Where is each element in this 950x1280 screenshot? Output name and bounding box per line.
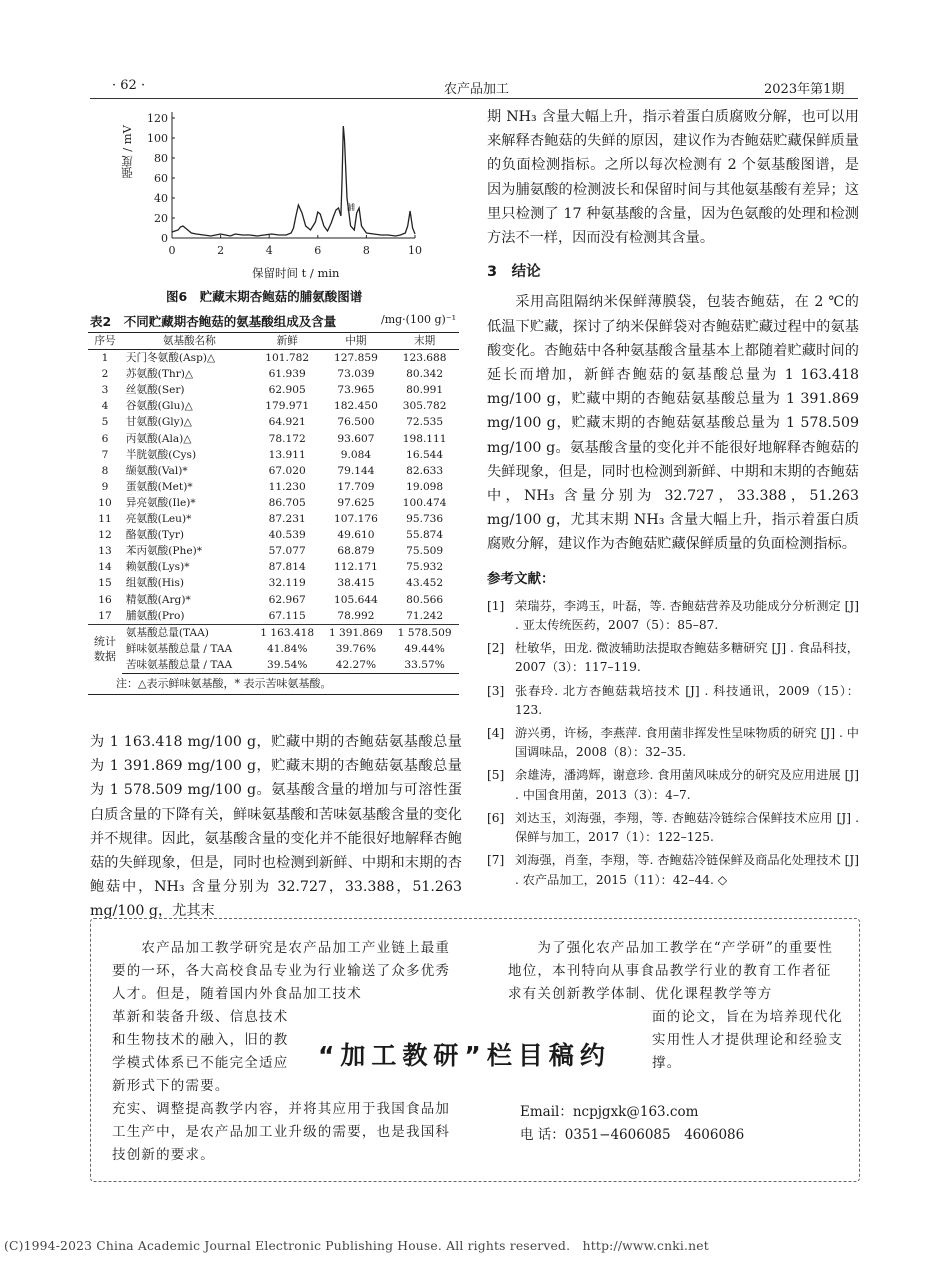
amino-acid-name: 缬氨酸(Val)* xyxy=(125,464,188,477)
table-note-row xyxy=(88,673,459,694)
row-number: 9 xyxy=(101,480,109,493)
amino-acid-name: 亮氨酸(Leu)* xyxy=(125,513,192,526)
row-number: 12 xyxy=(98,529,112,542)
value-late: 80.342 xyxy=(406,368,444,381)
right-column xyxy=(487,105,859,890)
row-number: 10 xyxy=(98,496,112,509)
x-tick-label: 10 xyxy=(408,244,422,257)
amino-acid-table xyxy=(88,332,459,695)
reference-text: 刘海强，肖奎，李翔，等. 杏鲍菇冷链保鲜及商品化处理技术 [J] . 农产品加工，2015（11）：42–44. ◇ xyxy=(515,853,859,887)
x-tick-label: 0 xyxy=(168,244,176,257)
box-title: “加工教研”栏目稿约 xyxy=(318,1041,611,1070)
x-tick-label: 4 xyxy=(265,244,273,257)
box-email: Email：ncpjgxk@163.com xyxy=(520,1104,699,1120)
row-number: 11 xyxy=(98,513,112,526)
table-row xyxy=(88,382,459,398)
value-mid: 105.644 xyxy=(334,593,378,606)
value-fresh: 64.921 xyxy=(268,416,306,429)
y-tick-label: 60 xyxy=(154,172,168,185)
table-row xyxy=(88,527,459,543)
stat-value: 49.44% xyxy=(404,642,445,655)
value-mid: 9.084 xyxy=(340,448,372,461)
reference-text: 荣瑞芬，李鸿玉，叶磊，等. 杏鲍菇营养及功能成分分析测定 [J] . 亚太传统医药，2007（5）：85–87. xyxy=(515,598,859,633)
table-row xyxy=(88,414,459,430)
header-cell: 序号 xyxy=(88,333,122,350)
reference-text: 张春玲. 北方杏鲍菇栽培技术 [J] . 科技通讯，2009（15）：123. xyxy=(515,683,859,717)
conclusion-paragraph: 采用高阻隔纳米保鲜薄膜袋，包装杏鲍菇，在 2 ℃的低温下贮藏，探讨了纳米保鲜袋对杏鲍菇贮藏过程中的氨基酸变化。杏鲍菇中各种氨基酸含量基本上都随着贮藏时间的延长而增加，新鲜杏鲍菇的氨基酸总量为 1 163.418 mg/100 g，贮藏中期的杏鲍菇氨基酸总量为 1 391.869 mg/100 g，贮藏末期的杏鲍菇氨基酸总量为 1 578.509 mg/100 g。氨基酸含量的变化并不能很好地解释杏鲍菇的失鲜现象，但是，同时也检测到新鲜、中期和末期的杏鲍菇中，NH₃ 含量分别为 32.727，33.388，51.263 mg/100 g，尤其末期 NH₃ 含量大幅上升，指示着蛋白质腐败分解，建议作为杏鲍菇贮藏保鲜质量的负面检测指标。 xyxy=(487,294,859,553)
amino-acid-name: 半胱氨酸(Cys) xyxy=(125,448,197,461)
references-title: 参考文献： xyxy=(487,570,555,587)
value-mid: 112.171 xyxy=(334,561,378,574)
value-fresh: 78.172 xyxy=(268,432,306,445)
value-mid: 68.879 xyxy=(337,545,375,558)
table-title: 表2 不同贮藏期杏鲍菇的氨基酸组成及含量 xyxy=(90,314,337,329)
row-number: 16 xyxy=(98,593,112,606)
table-row xyxy=(88,366,459,382)
value-fresh: 62.967 xyxy=(268,593,306,606)
stat-value: 41.84% xyxy=(267,642,308,655)
page-number: · 62 · xyxy=(112,78,146,93)
value-mid: 17.709 xyxy=(337,480,375,493)
value-fresh: 13.911 xyxy=(268,448,306,461)
x-tick-label: 6 xyxy=(314,244,322,257)
value-fresh: 67.020 xyxy=(268,464,306,477)
amino-acid-name: 丙氨酸(Ala)△ xyxy=(125,432,192,445)
header-cell: 末期 xyxy=(390,333,459,350)
table-unit: /mg·(100 g)⁻¹ xyxy=(381,313,457,326)
row-number: 13 xyxy=(98,545,112,558)
value-late: 72.535 xyxy=(406,416,444,429)
value-late: 43.452 xyxy=(406,577,444,590)
row-number: 7 xyxy=(101,448,109,461)
header-rule xyxy=(90,98,858,99)
stat-value: 39.54% xyxy=(253,657,322,674)
header-cell: 新鲜 xyxy=(253,333,322,350)
amino-acid-name: 蛋氨酸(Met)* xyxy=(125,480,193,493)
references-list xyxy=(487,597,859,890)
table-row xyxy=(88,543,459,559)
value-mid: 78.992 xyxy=(337,609,375,622)
table-row xyxy=(88,447,459,463)
stats-label xyxy=(88,624,122,673)
amino-acid-name: 天门冬氨酸(Asp)△ xyxy=(125,352,216,365)
value-late: 305.782 xyxy=(402,400,447,413)
reference-number: [5] xyxy=(487,768,505,783)
value-mid: 49.610 xyxy=(337,529,375,542)
table-row xyxy=(88,511,459,527)
value-fresh: 57.077 xyxy=(268,545,306,558)
value-mid: 38.415 xyxy=(337,577,375,590)
table-row xyxy=(88,350,459,367)
stats-row xyxy=(88,641,459,657)
value-mid: 73.965 xyxy=(337,384,375,397)
reference-number: [3] xyxy=(487,683,505,698)
chromatogram-chart xyxy=(100,104,440,284)
amino-acid-name: 酪氨酸(Tyr) xyxy=(125,529,185,542)
stat-value: 1 578.509 xyxy=(390,624,459,641)
left-paragraph-text: 为 1 163.418 mg/100 g，贮藏中期的杏鲍菇氨基酸总量为 1 391.869 mg/100 g，贮藏末期的杏鲍菇氨基酸总量为 1 578.509 mg/100 g。氨基酸含量的增加与可溶性蛋白质含量的下降有关，鲜味氨基酸和苦味氨基酸含量的变化并不规律。因此，氨基酸含量的变化并不能很好地解释杏鲍菇的失鲜现象，但是，同时也检测到新鲜、中期和末期的杏鲍菇中，NH₃ 含量分别为 32.727，33.388，51.263 mg/100 g，尤其末 xyxy=(90,734,462,920)
row-number: 3 xyxy=(101,384,109,397)
value-late: 19.098 xyxy=(406,480,444,493)
value-late: 71.242 xyxy=(406,609,444,622)
chromatogram-line xyxy=(172,126,415,236)
y-tick-label: 20 xyxy=(154,212,168,225)
value-fresh: 86.705 xyxy=(268,496,306,509)
value-late: 198.111 xyxy=(402,432,447,445)
right-paragraph-1: 期 NH₃ 含量大幅上升，指示着蛋白质腐败分解，也可以用来解释杏鲍菇的失鲜的原因，建议作为杏鲍菇贮藏保鲜质量的负面检测指标。之所以每次检测有 2 个氨基酸图谱，是因为脯氨酸的检测波长和保留时间与其他氨基酸有差异；这里只检测了 17 种氨基酸的含量，因为色氨酸的处理和检测方法不一样，因而没有检测其含量。 xyxy=(487,109,859,247)
box-right-mid: 面的论文，旨在为培养现代化实用性人才提供理论和经验支撑。 xyxy=(652,1009,844,1071)
row-number: 8 xyxy=(101,464,109,477)
stat-name: 鲜味氨基酸总量 / TAA xyxy=(125,642,233,655)
header-cell: 氨基酸名称 xyxy=(122,333,253,350)
value-fresh: 179.971 xyxy=(265,400,310,413)
reference-number: [7] xyxy=(487,853,505,868)
value-late: 75.932 xyxy=(406,561,444,574)
box-right-top: 为了强化农产品加工教学在“产学研”的重要性地位，本刊特向从事食品教学行业的教育工作者征求有关创新教学体制、优化课程教学等方 xyxy=(508,940,833,1002)
row-number: 6 xyxy=(101,432,109,445)
reference-item xyxy=(487,724,859,762)
y-tick-label: 40 xyxy=(154,192,168,205)
value-mid: 79.144 xyxy=(337,464,375,477)
value-fresh: 87.814 xyxy=(268,561,306,574)
value-mid: 182.450 xyxy=(334,400,378,413)
amino-acid-name: 精氨酸(Arg)* xyxy=(125,593,191,606)
table-note: 注：△表示鲜味氨基酸，* 表示苦味氨基酸。 xyxy=(88,673,459,694)
table-row xyxy=(88,592,459,608)
value-fresh: 62.905 xyxy=(268,384,306,397)
reference-number: [4] xyxy=(487,726,505,741)
reference-number: [2] xyxy=(487,641,505,656)
row-number: 14 xyxy=(98,561,112,574)
stat-name: 氨基酸总量(TAA) xyxy=(122,624,253,641)
table-row xyxy=(88,463,459,479)
stats-row xyxy=(88,657,459,674)
row-number: 17 xyxy=(98,609,112,622)
row-number: 4 xyxy=(101,400,109,413)
table-row xyxy=(88,479,459,495)
value-late: 75.509 xyxy=(406,545,444,558)
reference-text: 余雄涛，潘鸿辉，谢意珍. 食用菌风味成分的研究及应用进展 [J] . 中国食用菌，2013（3）：4–7. xyxy=(515,768,859,802)
x-tick-label: 2 xyxy=(217,244,225,257)
table-row xyxy=(88,495,459,511)
value-fresh: 11.230 xyxy=(268,480,306,493)
value-fresh: 101.782 xyxy=(265,352,310,365)
value-late: 80.566 xyxy=(406,593,444,606)
row-number: 2 xyxy=(101,368,109,381)
journal-name: 农产品加工 xyxy=(444,82,510,97)
value-mid: 97.625 xyxy=(337,496,375,509)
stat-value: 1 391.869 xyxy=(322,624,391,641)
table-row xyxy=(88,608,459,625)
header-cell: 中期 xyxy=(322,333,391,350)
y-tick-label: 80 xyxy=(154,152,168,165)
value-late: 80.991 xyxy=(406,384,444,397)
value-mid: 73.039 xyxy=(337,368,375,381)
amino-acid-name: 赖氨酸(Lys)* xyxy=(125,561,190,574)
amino-acid-name: 脯氨酸(Pro) xyxy=(125,609,185,622)
y-tick-label: 120 xyxy=(147,112,168,125)
proline-peak-label: 脯 xyxy=(346,203,355,212)
reference-item xyxy=(487,851,859,889)
value-mid: 127.859 xyxy=(334,352,378,365)
y-tick-label: 100 xyxy=(147,132,168,145)
stat-value: 33.57% xyxy=(390,657,459,674)
value-late: 16.544 xyxy=(406,448,444,461)
reference-item xyxy=(487,809,859,847)
reference-number: [6] xyxy=(487,810,505,825)
value-mid: 76.500 xyxy=(337,416,375,429)
left-paragraph xyxy=(90,730,462,924)
box-left-mid: 革新和装备升级、信息技术和生物技术的融入，旧的教学模式体系已不能完全适应新形式下的需要。 xyxy=(112,1009,289,1094)
x-tick-label: 8 xyxy=(362,244,370,257)
box-left-top: 农产品加工教学研究是农产品加工产业链上最重要的一环，各大高校食品专业为行业输送了众多优秀人才。但是，随着国内外食品加工技术 xyxy=(112,940,451,1002)
table-row xyxy=(88,398,459,414)
table-row xyxy=(88,431,459,447)
value-fresh: 40.539 xyxy=(268,529,306,542)
value-late: 100.474 xyxy=(402,496,447,509)
value-fresh: 67.115 xyxy=(268,609,306,622)
amino-acid-name: 苯丙氨酸(Phe)* xyxy=(125,545,203,558)
stat-name: 苦味氨基酸总量 / TAA xyxy=(122,657,253,674)
amino-acid-name: 异亮氨酸(Ile)* xyxy=(125,496,196,509)
stats-label-text: 统计数据 xyxy=(93,635,116,664)
y-tick-label: 0 xyxy=(161,232,168,245)
row-number: 5 xyxy=(101,416,109,429)
box-phone: 电 话：0351−4606085 4606086 xyxy=(520,1127,745,1143)
amino-acid-name: 苏氨酸(Thr)△ xyxy=(125,368,194,381)
value-fresh: 61.939 xyxy=(268,368,306,381)
value-late: 82.633 xyxy=(406,464,444,477)
reference-text: 杜敏华，田龙. 微波辅助法提取杏鲍菇多糖研究 [J] . 食品科技，2007（3）：117–119. xyxy=(515,641,859,675)
table-row xyxy=(88,559,459,575)
reference-number: [1] xyxy=(487,598,505,613)
y-axis-label: 强度 / mV xyxy=(120,125,134,179)
reference-text: 游兴勇，许杨，李燕萍. 食用菌非挥发性呈味物质的研究 [J] . 中国调味品，2008（8）：32–35. xyxy=(515,726,859,760)
table-header-row xyxy=(88,333,459,350)
box-left-bottom: 充实、调整提高教学内容，并将其应用于我国食品加工生产中，是农产品加工业升级的需要，也是我国科技创新的要求。 xyxy=(112,1101,451,1163)
value-mid: 93.607 xyxy=(337,432,375,445)
stats-row xyxy=(88,624,459,641)
amino-acid-name: 谷氨酸(Glu)△ xyxy=(125,400,193,413)
amino-acid-name: 甘氨酸(Gly)△ xyxy=(125,416,192,429)
amino-acid-name: 组氨酸(His) xyxy=(125,577,185,590)
value-late: 55.874 xyxy=(406,529,444,542)
value-late: 95.736 xyxy=(406,513,444,526)
reference-item xyxy=(487,639,859,677)
stat-value: 39.76% xyxy=(335,642,377,655)
copyright-footer: (C)1994-2023 China Academic Journal Electronic Publishing House. All rights reserved. http://www.cnki.net xyxy=(4,1239,709,1253)
stat-value: 42.27% xyxy=(322,657,391,674)
row-number: 15 xyxy=(98,577,112,590)
table-row xyxy=(88,575,459,591)
reference-item xyxy=(487,682,859,720)
value-fresh: 32.119 xyxy=(268,577,306,590)
x-axis-label: 保留时间 t / min xyxy=(252,266,340,280)
value-late: 123.688 xyxy=(402,352,447,365)
reference-text: 刘达玉，刘海强，李翔，等. 杏鲍菇冷链综合保鲜技术应用 [J] . 保鲜与加工，2017（1）：122–125. xyxy=(515,810,859,845)
row-number: 1 xyxy=(101,352,109,365)
figure-caption: 图6 贮藏末期杏鲍菇的脯氨酸图谱 xyxy=(166,289,363,304)
issue-label: 2023年第1期 xyxy=(764,82,845,97)
stat-value: 1 163.418 xyxy=(253,624,322,641)
amino-acid-name: 丝氨酸(Ser) xyxy=(125,384,185,397)
reference-item xyxy=(487,597,859,635)
value-mid: 107.176 xyxy=(334,513,378,526)
reference-item xyxy=(487,766,859,804)
section-3-title: 3 结论 xyxy=(487,264,541,281)
value-fresh: 87.231 xyxy=(268,513,306,526)
chromatogram-figure xyxy=(100,104,440,284)
